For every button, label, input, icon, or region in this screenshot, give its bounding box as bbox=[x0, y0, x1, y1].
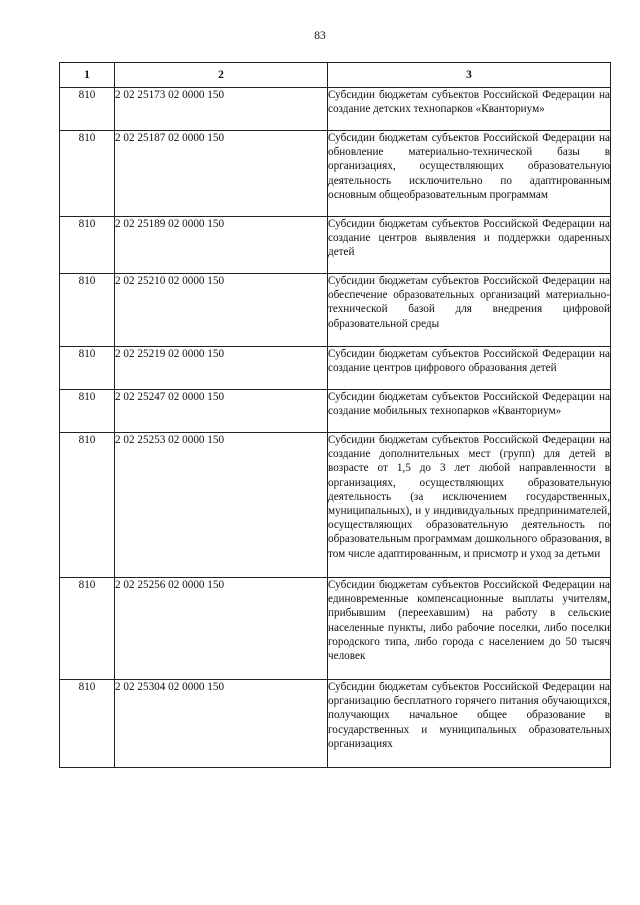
page-number: 83 bbox=[314, 30, 326, 42]
admin-code-cell: 810 bbox=[60, 433, 115, 578]
table-row bbox=[60, 347, 611, 390]
description-text: Субсидии бюджетам субъектов Российской Федерации на обновление материально-технической базы в организациях, осуществляющих образовательную деятельность исключительно по адаптированным основным общеобразовательным программам bbox=[328, 132, 610, 201]
budget-code-cell: 2 02 25253 02 0000 150 bbox=[115, 433, 328, 578]
column-header-3: 3 bbox=[328, 63, 611, 88]
table-row bbox=[60, 433, 611, 578]
column-header-1: 1 bbox=[60, 63, 115, 88]
admin-code-cell: 810 bbox=[60, 680, 115, 768]
description-cell bbox=[328, 347, 611, 390]
budget-code-cell: 2 02 25219 02 0000 150 bbox=[115, 347, 328, 390]
admin-code-cell: 810 bbox=[60, 578, 115, 680]
description-cell bbox=[328, 274, 611, 347]
description-text: Субсидии бюджетам субъектов Российской Федерации на создание мобильных технопарков «Кванториум» bbox=[328, 391, 610, 418]
description-cell bbox=[328, 578, 611, 680]
description-text: Субсидии бюджетам субъектов Российской Федерации на организацию бесплатного горячего питания обучающихся, получающих начальное общее образование в государственных и муниципальных образовательных организациях bbox=[328, 681, 610, 750]
budget-code-cell: 2 02 25247 02 0000 150 bbox=[115, 390, 328, 433]
admin-code-cell: 810 bbox=[60, 131, 115, 217]
table-row bbox=[60, 274, 611, 347]
budget-code-cell: 2 02 25256 02 0000 150 bbox=[115, 578, 328, 680]
admin-code-cell: 810 bbox=[60, 347, 115, 390]
admin-code-cell: 810 bbox=[60, 217, 115, 274]
description-cell bbox=[328, 88, 611, 131]
description-cell bbox=[328, 390, 611, 433]
description-cell bbox=[328, 680, 611, 768]
budget-code-cell: 2 02 25304 02 0000 150 bbox=[115, 680, 328, 768]
budget-code-cell: 2 02 25187 02 0000 150 bbox=[115, 131, 328, 217]
description-text: Субсидии бюджетам субъектов Российской Федерации на единовременные компенсационные выплаты учителям, прибывшим (переехавшим) на работу в сельские населенные пункты, либо рабочие поселки, либо поселки городского типа, либо города с населением до 50 тысяч человек bbox=[328, 579, 610, 663]
budget-code-cell: 2 02 25173 02 0000 150 bbox=[115, 88, 328, 131]
admin-code-cell: 810 bbox=[60, 88, 115, 131]
table-header-row bbox=[60, 63, 611, 88]
admin-code-cell: 810 bbox=[60, 390, 115, 433]
description-cell bbox=[328, 217, 611, 274]
table-row bbox=[60, 680, 611, 768]
description-text: Субсидии бюджетам субъектов Российской Федерации на создание детских технопарков «Кванториум» bbox=[328, 89, 610, 116]
budget-code-cell: 2 02 25210 02 0000 150 bbox=[115, 274, 328, 347]
description-text: Субсидии бюджетам субъектов Российской Федерации на создание центров выявления и поддержки одаренных детей bbox=[328, 218, 610, 259]
budget-codes-table bbox=[59, 62, 611, 768]
description-text: Субсидии бюджетам субъектов Российской Федерации на обеспечение образовательных организаций материально-технической базой для внедрения цифровой образовательной среды bbox=[328, 275, 610, 330]
description-text: Субсидии бюджетам субъектов Российской Федерации на создание центров цифрового образования детей bbox=[328, 348, 610, 375]
table-row bbox=[60, 131, 611, 217]
description-cell bbox=[328, 131, 611, 217]
table-row bbox=[60, 217, 611, 274]
description-text: Субсидии бюджетам субъектов Российской Федерации на создание дополнительных мест (групп) для детей в возрасте от 1,5 до 3 лет любой направленности в организациях, осуществляющих образовательную деятельность (за исключением государственных, муниципальных), и у индивидуальных предпринимателей, осуществляющих образовательную деятельность по образовательным программам дошкольного образования, в том числе адаптированным, и присмотр и уход за детьми bbox=[328, 434, 610, 560]
description-cell bbox=[328, 433, 611, 578]
table-row bbox=[60, 578, 611, 680]
table-row bbox=[60, 88, 611, 131]
budget-code-cell: 2 02 25189 02 0000 150 bbox=[115, 217, 328, 274]
column-header-2: 2 bbox=[115, 63, 328, 88]
table-row bbox=[60, 390, 611, 433]
admin-code-cell: 810 bbox=[60, 274, 115, 347]
